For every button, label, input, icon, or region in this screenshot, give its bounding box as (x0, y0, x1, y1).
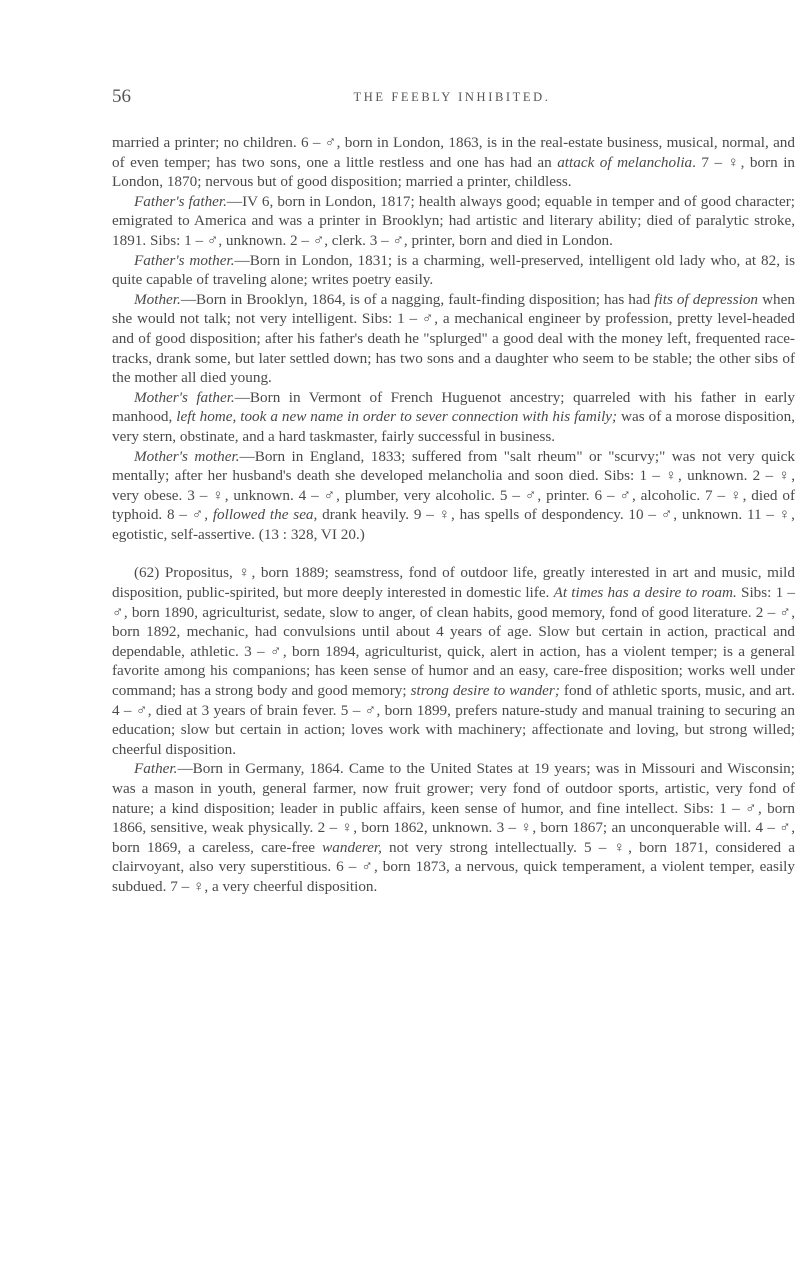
text-run: not very strong intellectually. 5 – ♀, born 1871, considered a clairvoyant, also very superstitious. 6 – ♂, born 1873, a nervous, quick temperament, a violent temper, easily subdued. 7 – ♀, a very cheerful disposition. (112, 838, 795, 895)
text-run: (62) Propositus, ♀, born 1889; seamstress, fond of outdoor life, greatly interested in art and music, mild disposition, public-spirited, but more deeply interested in domestic life. (112, 564, 795, 602)
italic-text: Mother's mother. (134, 447, 240, 465)
italic-text: left home, took a new name in order to sever connection with his family; (176, 408, 618, 426)
body-text (112, 133, 795, 897)
paragraph-p3 (112, 290, 795, 388)
italic-text: Mother. (134, 290, 181, 308)
text-run: —Born in Brooklyn, 1864, is of a nagging, fault-finding disposition; has had (180, 290, 655, 308)
text-run: —Born in Germany, 1864. Came to the United States at 19 years; was in Missouri and Wisconsin; was a mason in youth, general farmer, now fruit grower; very fond of outdoor sports, artistic, very fond of nature; a kind disposition; leader in public affairs, keen sense of humor, and fine intellect. Sibs: 1 – ♂, born 1866, sensitive, weak physically. 2 – ♀, born 1862, unknown. 3 – ♀, born 1867; an unconquerable will. 4 – ♂, born 1869, a careless, care-free (112, 760, 795, 856)
paragraph-p5 (112, 447, 795, 545)
text-run: fond of athletic sports, music, and art. 4 – ♂, died at 3 years of brain fever. 5 – ♂, born 1899, prefers nature-study and manual training to securing an education; slow but certain in action; loves work with machinery; affectionate and loving, but strong willed; cheerful disposition. (112, 682, 796, 758)
text-run: —Born in Vermont of French Huguenot ancestry; quarreled with his father in early manhood, (112, 388, 795, 426)
italic-text: fits of depression (654, 290, 759, 308)
paragraph-p6 (112, 563, 795, 759)
page-header (112, 86, 792, 110)
text-run: —Born in England, 1833; suffered from "salt rheum" or "scurvy;" was not very quick mentally; after her husband's death she developed melancholia and soon died. Sibs: 1 – ♀, unknown. 2 – ♀, very obese. 3 – ♀, unknown. 4 – ♂, plumber, very alcoholic. 5 – ♂, printer. 6 – ♂, alcoholic. 7 – ♀, died of typhoid. 8 – ♂, (112, 447, 795, 524)
italic-text: Father. (134, 760, 178, 778)
text-run: Sibs: 1 – ♂, born 1890, agriculturist, sedate, slow to anger, of clean habits, good memory, fond of good literature. 2 – ♂, born 1892, mechanic, had convulsions until about 4 years of age. Slow but certain in action, practical and dependable, athletic. 3 – ♂, born 1894, agriculturist, quick, alert in action, has a violent temper; is a general favorite among his companions; has keen sense of humor and an easy, care-free disposition; works well under command; has a strong body and good memory; (112, 584, 795, 700)
italic-text: Father's father. (134, 192, 227, 210)
paragraph-p2 (112, 251, 795, 290)
paragraph-p4 (112, 388, 795, 447)
page-number: 56 (112, 86, 131, 107)
paragraph-p7 (112, 759, 795, 896)
italic-text: followed the sea, (212, 506, 318, 524)
text-run: —Born in London, 1831; is a charming, well-preserved, intelligent old lady who, at 82, is quite capable of traveling alone; writes poetry easily. (112, 251, 795, 289)
text-run: when she would not talk; not very intelligent. Sibs: 1 – ♂, a mechanical engineer by profession, pretty level-headed and of good disposition; after his father's death he "splurged" a good deal with the money left, frequented race-tracks, drank some, but later settled down; has two sons and a daughter who seem to be stable; the other sibs of the mother all died young. (112, 290, 795, 387)
text-run: —IV 6, born in London, 1817; health always good; equable in temper and of good character; emigrated to America and was a printer in Brooklyn; had artistic and literary ability; died of paralytic stroke, 1891. Sibs: 1 – ♂, unknown. 2 – ♂, clerk. 3 – ♂, printer, born and died in London. (112, 192, 795, 249)
text-run: was of a morose disposition, very stern, obstinate, and a hard taskmaster, fairly successful in business. (112, 408, 795, 445)
paragraph-p0 (112, 133, 795, 192)
italic-text: strong desire to wander; (410, 682, 560, 700)
italic-text: wanderer, (322, 838, 382, 856)
italic-text: Father's mother. (134, 251, 235, 269)
text-run: . 7 – ♀, born in London, 1870; nervous but of good disposition; married a printer, childless. (112, 153, 796, 191)
text-run: married a printer; no children. 6 – ♂, born in London, 1863, is in the real-estate business, musical, normal, and of even temper; has two sons, one a little restless and one has had an (112, 134, 795, 171)
italic-text: At times has a desire to roam. (553, 584, 737, 602)
italic-text: attack of melancholia (557, 153, 693, 171)
text-run: drank heavily. 9 – ♀, has spells of despondency. 10 – ♂, unknown. 11 – ♀, egotistic, self-assertive. (13 : 328, VI 20.) (112, 506, 795, 543)
paragraph-p1 (112, 192, 795, 251)
italic-text: Mother's father. (134, 388, 235, 406)
running-head: THE FEEBLY INHIBITED. (353, 90, 551, 104)
